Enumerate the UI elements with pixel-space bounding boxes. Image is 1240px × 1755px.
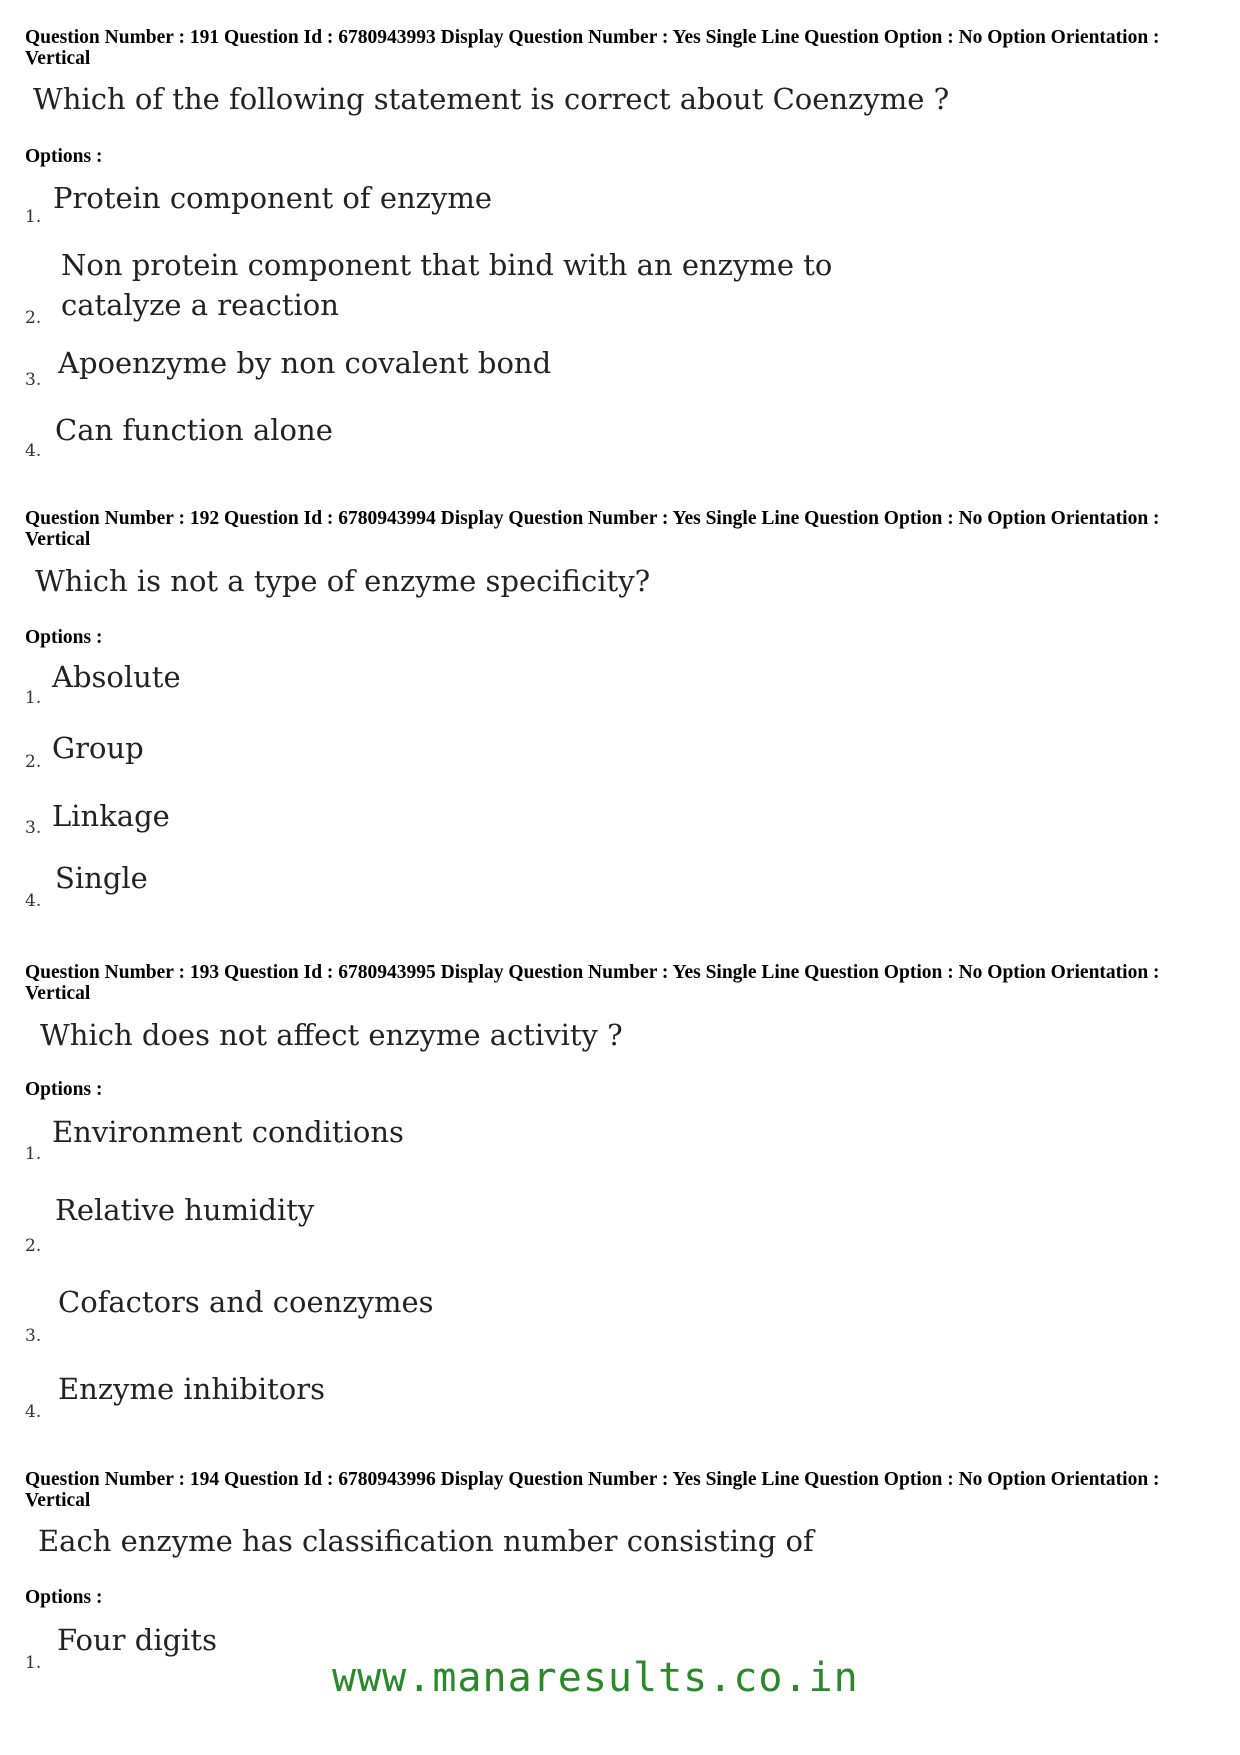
question-text: Which does not affect enzyme activity ?: [40, 1018, 623, 1052]
options-label: Options :: [25, 146, 103, 167]
option-text: Apoenzyme by non covalent bond: [58, 346, 552, 380]
option-number: 3.: [25, 370, 42, 390]
question-text: Which is not a type of enzyme specificity?: [35, 564, 651, 598]
question-meta: Question Number : 194 Question Id : 6780943996 Display Question Number : Yes Single Line Question Option : No Option Orientation : Vertical: [25, 1469, 1160, 1511]
option-text-continued: catalyze a reaction: [61, 288, 339, 322]
option-text: Single: [55, 861, 148, 895]
option-text: Non protein component that bind with an enzyme to: [61, 248, 833, 282]
option-text: Cofactors and coenzymes: [58, 1285, 434, 1319]
option-number: 1.: [25, 1144, 42, 1164]
website-watermark: www.manaresults.co.in: [332, 1655, 859, 1701]
option-number: 1.: [25, 688, 42, 708]
question-meta: Question Number : 193 Question Id : 6780943995 Display Question Number : Yes Single Line Question Option : No Option Orientation : Vertical: [25, 962, 1160, 1004]
option-number: 2.: [25, 308, 42, 328]
options-label: Options :: [25, 1079, 103, 1100]
option-text: Four digits: [57, 1623, 217, 1657]
question-text: Each enzyme has classification number consisting of: [38, 1524, 814, 1558]
question-meta: Question Number : 191 Question Id : 6780943993 Display Question Number : Yes Single Line Question Option : No Option Orientation : Vertical: [25, 27, 1160, 69]
options-label: Options :: [25, 627, 103, 648]
option-text: Protein component of enzyme: [53, 181, 493, 215]
option-text: Absolute: [52, 660, 181, 694]
option-text: Enzyme inhibitors: [58, 1372, 325, 1406]
option-number: 3.: [25, 1326, 42, 1346]
option-text: Environment conditions: [52, 1115, 404, 1149]
option-number: 4.: [25, 891, 42, 911]
question-text: Which of the following statement is correct about Coenzyme ?: [33, 82, 950, 116]
option-text: Group: [52, 731, 144, 765]
options-label: Options :: [25, 1587, 103, 1608]
option-number: 1.: [25, 207, 42, 227]
option-text: Can function alone: [55, 413, 333, 447]
option-number: 2.: [25, 752, 42, 772]
question-meta: Question Number : 192 Question Id : 6780943994 Display Question Number : Yes Single Line Question Option : No Option Orientation : Vertical: [25, 508, 1160, 550]
option-number: 4.: [25, 441, 42, 461]
option-text: Linkage: [52, 799, 170, 833]
option-number: 1.: [25, 1653, 42, 1673]
option-number: 2.: [25, 1236, 42, 1256]
option-number: 3.: [25, 818, 42, 838]
option-number: 4.: [25, 1402, 42, 1422]
option-text: Relative humidity: [55, 1193, 315, 1227]
